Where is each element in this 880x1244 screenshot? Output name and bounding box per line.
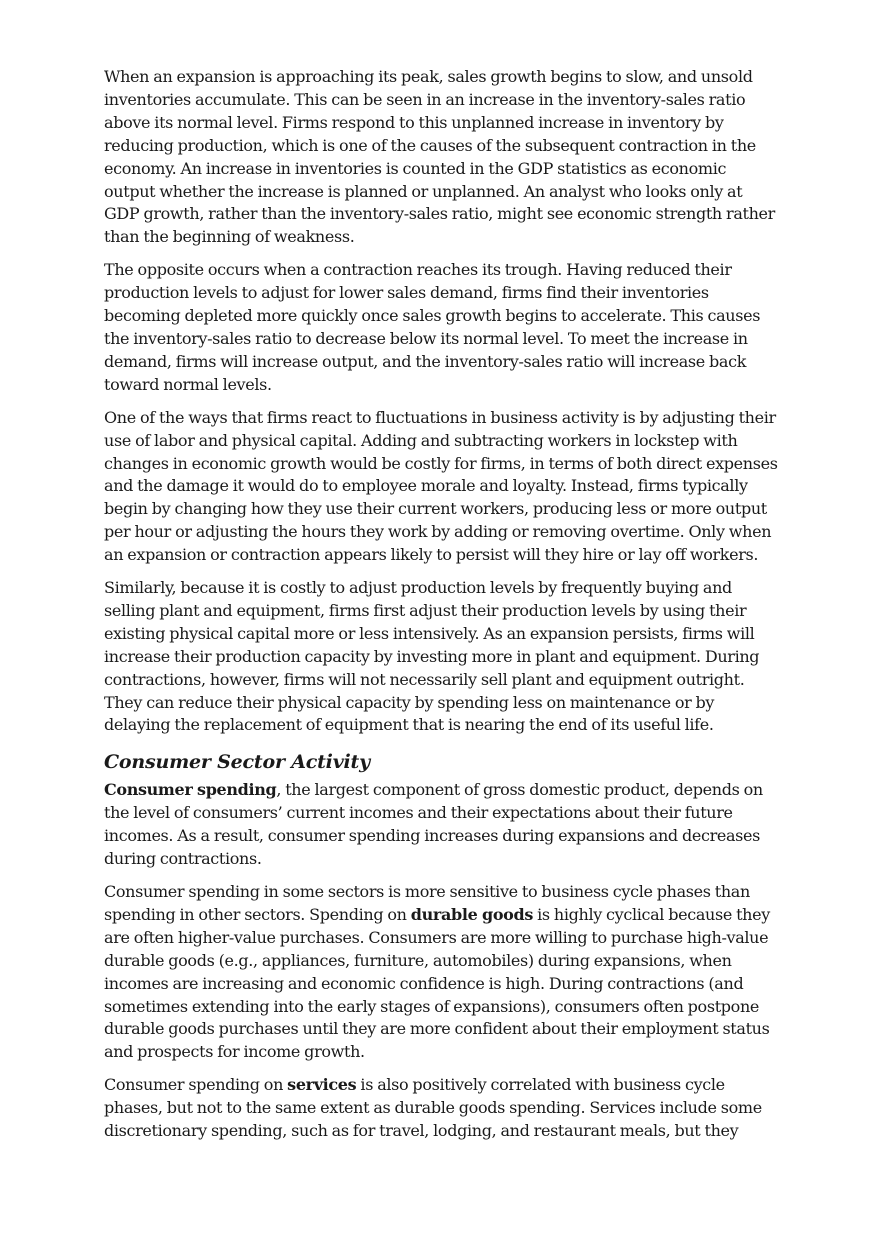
durable-goods-text-before: Consumer spending in some sectors is more sensitive to business cycle phases than spending in other sectors. Spending on — [104, 882, 750, 924]
paragraph-consumer-spending — [104, 779, 778, 871]
paragraph-inventory-peak: When an expansion is approaching its peak, sales growth begins to slow, and unsold inventories accumulate. This can be seen in an increase in the inventory-sales ratio above its normal level. Firms respond to this unplanned increase in inventory by reducing production, which is one of the causes of the subsequent contraction in the economy. An increase in inventories is counted in the GDP statistics as economic output whether the increase is planned or unplanned. An analyst who looks only at GDP growth, rather than the inventory-sales ratio, might see economic strength rather than the beginning of weakness. — [104, 67, 775, 247]
durable-goods-text-after: is highly cyclical because they are often higher-value purchases. Consumers are more willing to purchase high-value durable goods (e.g., appliances, furniture, automobiles) during expansions, when incomes are increasing and economic confidence is high. During contractions (and sometimes extending into the early stages of expansions), consumers often postpone durable goods purchases until they are more confident about their employment status and prospects for income growth. — [104, 904, 770, 1062]
term-services: services — [287, 1075, 357, 1095]
document-page — [104, 66, 778, 1153]
term-consumer-spending: Consumer spending — [104, 780, 277, 800]
consumer-spending-text: , the largest component of gross domestic product, depends on the level of consumers’ current incomes and their expectations about their future incomes. As a result, consumer spending increases during expansions and decreases during contractions. — [104, 780, 763, 869]
services-text-after: is also positively correlated with business cycle phases, but not to the same extent as durable goods spending. Services include some discretionary spending, such as for travel, lodging, and restaurant meals, but they — [104, 1075, 762, 1141]
paragraph-inventory-trough: The opposite occurs when a contraction reaches its trough. Having reduced their production levels to adjust for lower sales demand, firms find their inventories becoming depleted more quickly once sales growth begins to accelerate. This causes the inventory-sales ratio to decrease below its normal level. To meet the increase in demand, firms will increase output, and the inventory-sales ratio will increase back toward normal levels. — [104, 260, 761, 394]
paragraph-plant-equipment: Similarly, because it is costly to adjust production levels by frequently buying and selling plant and equipment, firms first adjust their production levels by using their existing physical capital more or less intensively. As an expansion persists, firms will increase their production capacity by investing more in plant and equipment. During contractions, however, firms will not necessarily sell plant and equipment outright. They can reduce their physical capacity by spending less on maintenance or by delaying the replacement of equipment that is nearing the end of its useful life. — [104, 578, 760, 735]
services-text-before: Consumer spending on — [104, 1075, 288, 1095]
paragraph-services — [104, 1074, 778, 1143]
section-heading: Consumer Sector Activity — [104, 751, 370, 774]
paragraph-labor-capital: One of the ways that firms react to fluctuations in business activity is by adjusting their use of labor and physical capital. Adding and subtracting workers in lockstep with changes in economic growth would be costly for firms, in terms of both direct expenses and the damage it would do to employee morale and loyalty. Instead, firms typically begin by changing how they use their current workers, producing less or more output per hour or adjusting the hours they work by adding or removing overtime. Only when an expansion or contraction appears likely to persist will they hire or lay off workers. — [104, 407, 778, 565]
paragraph-durable-goods — [104, 881, 778, 1064]
term-durable-goods: durable goods — [410, 904, 533, 924]
